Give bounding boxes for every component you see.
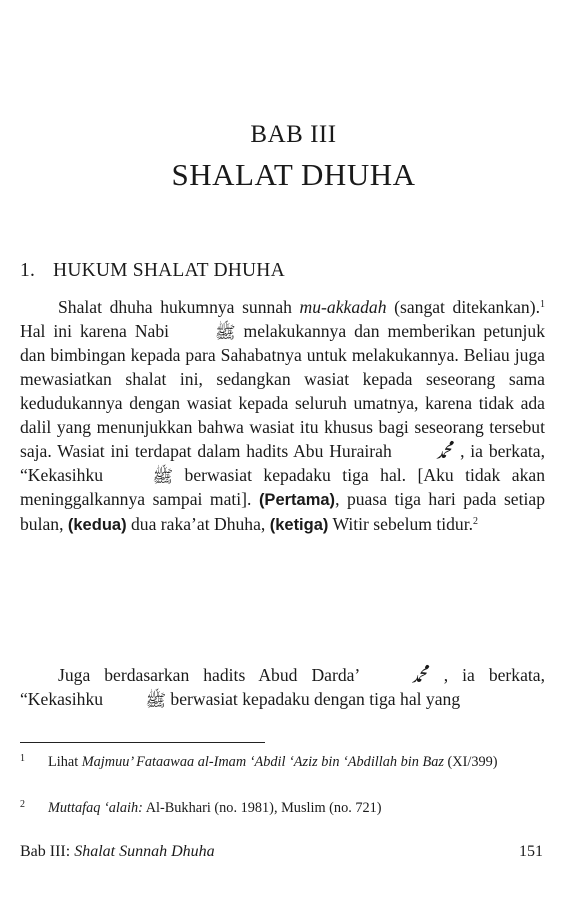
footnote-ref: 2 (473, 516, 478, 527)
text-run: Witir sebelum tidur. (328, 514, 473, 534)
chapter-title: SHALAT DHUHA (171, 157, 416, 192)
bold-marker: (kedua) (67, 516, 127, 534)
running-footer (20, 843, 215, 861)
salawat-glyph-icon: ﷺ (215, 323, 236, 343)
paragraph-2 (20, 663, 545, 711)
footnote-1 (20, 752, 545, 773)
text-run: berwasiat kepadaku tiga hal. [Aku tidak akan meninggalkannya sampai mati]. (20, 465, 545, 509)
text-run: (sangat ditekankan). (386, 297, 540, 317)
bold-marker: (Pertama) (258, 491, 336, 509)
text-run: , puasa tiga hari pada setiap bulan, (20, 489, 545, 534)
text-run: Juga berdasarkan hadits Abud Darda’ (58, 665, 373, 685)
text-run: , ia berkata, “Kekasihku (20, 441, 545, 485)
italic-term: mu-akkadah (299, 297, 387, 317)
footnote-2 (20, 798, 545, 819)
footnote-rest: Al-Bukhari (no. 1981), Muslim (no. 721) (142, 800, 382, 816)
text-run: Hal ini karena Nabi (20, 321, 178, 341)
footnote-number: 2 (20, 799, 25, 810)
paragraph-1 (20, 295, 545, 537)
section-title: HUKUM SHALAT DHUHA (53, 260, 285, 281)
footnote-number: 1 (20, 753, 25, 764)
radhiyallahu-glyph-icon: ﷴ (435, 443, 455, 463)
footnote-ref: 1 (540, 299, 545, 310)
radhiyallahu-glyph-icon: ﷴ (411, 667, 430, 687)
footer-italic: Shalat Sunnah Dhuha (74, 843, 215, 860)
salawat-glyph-icon: ﷺ (152, 467, 174, 487)
footnote-italic: Muttafaq ‘alaih: (48, 800, 143, 816)
text-run: berwasiat kepadaku dengan tiga hal yang (166, 689, 461, 709)
footnote-text (48, 752, 545, 773)
text-run: dua raka’at Dhuha, (126, 514, 270, 534)
footer-prefix: Bab III: (20, 843, 75, 860)
section-number: 1. (20, 260, 36, 281)
page-number: 151 (519, 843, 543, 860)
section-heading (20, 260, 285, 282)
footnote-prefix: Lihat (48, 754, 82, 770)
text-run: melakukannya dan memberikan petunjuk dan bimbingan kepada para Sahabatnya untuk melakukannya. Beliau juga mewasiatkan shalat ini, sedangkan wasiat kepada seseorang sama kedudukannya dengan wasiat kepada seluruh umatnya, karena tidak ada dalil yang menunjukkan bahwa wasiat itu khusus bagi seseorang tersebut saja. Wasiat ini terdapat dalam hadits Abu Hurairah (20, 321, 546, 461)
footnote-divider (20, 742, 265, 743)
chapter-label: BAB III (250, 121, 337, 148)
footnote-italic: Majmuu’ Fataawaa al-Imam ‘Abdil ‘Aziz bin ‘Abdillah bin Baz (81, 754, 444, 770)
text-run: Shalat dhuha hukumnya sunnah (58, 297, 300, 317)
salawat-glyph-icon: ﷺ (145, 691, 167, 711)
footnote-text (48, 798, 545, 819)
footnote-rest: (XI/399) (443, 754, 498, 770)
text-run: , ia berkata, “Kekasihku (20, 665, 545, 709)
bold-marker: (ketiga) (269, 516, 329, 534)
